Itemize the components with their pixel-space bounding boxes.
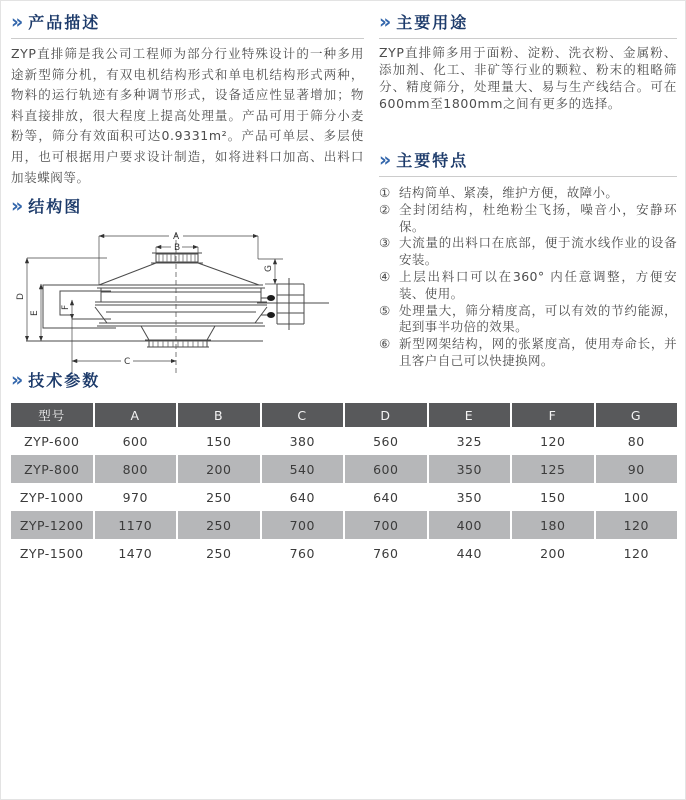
chevron-icon: »: [11, 194, 22, 217]
value-cell: 120: [540, 433, 566, 449]
value-cell: 90: [596, 455, 678, 483]
dim-label-G: G: [264, 265, 274, 273]
value-cell: 560: [373, 433, 399, 449]
value-cell: 1170: [95, 511, 177, 539]
tech-params-heading: [11, 365, 677, 396]
feature-text: 新型网架结构，网的张紧度高，使用寿命长，并且客户自己可以快捷换网。: [399, 336, 677, 368]
value-cell: 250: [206, 489, 232, 505]
section-features: [379, 145, 677, 370]
column-header: E: [429, 403, 511, 427]
section-title: 技术参数: [28, 371, 101, 390]
value-cell: 440: [456, 545, 482, 561]
product-description-text: ZYP直排筛是我公司工程师为部分行业特殊设计的一种多用途新型筛分机，有双电机结构形式和单电机结构形式两种，物料的运行轨迹有多种调节形式，设备适应性显著增加；物料直接排放，很大程度上提高处理量。产品可用于筛分小麦粉等，筛分有效面积可达0.9331m²。产品可单层、多层使用，也可根据用户要求设计制造，如将进料口加高、出料口加装蝶阀等。: [11, 46, 364, 185]
feature-item: [379, 235, 677, 269]
feature-text: 上层出料口可以在360° 内任意调整，方便安装、使用。: [399, 268, 677, 301]
structure-heading: [11, 191, 364, 222]
chevron-icon: »: [379, 10, 390, 33]
value-cell: 970: [122, 489, 148, 505]
section-title: 主要用途: [396, 13, 469, 32]
value-cell: 250: [178, 511, 260, 539]
value-cell: 180: [512, 511, 594, 539]
value-cell: 1470: [118, 545, 153, 561]
column-header: C: [262, 403, 344, 427]
dim-label-F: F: [61, 304, 71, 311]
section-main-use: [379, 7, 677, 112]
feature-number: ⑥: [379, 336, 391, 352]
chevron-icon: »: [11, 368, 22, 391]
section-product-description: [11, 7, 364, 188]
left-column: [11, 7, 364, 394]
dim-label-C: C: [124, 357, 131, 368]
table-row: [11, 483, 677, 511]
column-header: A: [95, 403, 177, 427]
value-cell: 600: [122, 433, 148, 449]
column-header: D: [345, 403, 427, 427]
feature-item: [379, 202, 677, 236]
value-cell: 760: [289, 545, 315, 561]
value-cell: 200: [540, 545, 566, 561]
section-title: 结构图: [28, 197, 83, 217]
section-title: 产品描述: [28, 13, 101, 32]
column-header: F: [512, 403, 594, 427]
dim-label-A: A: [173, 232, 180, 243]
section-tech-params: [11, 365, 677, 567]
feature-number: ②: [379, 201, 391, 217]
column-header: B: [178, 403, 260, 427]
column-header: 型号: [11, 403, 93, 427]
feature-number: ③: [379, 235, 391, 251]
value-cell: 350: [429, 455, 511, 483]
value-cell: 700: [345, 511, 427, 539]
section-title: 主要特点: [396, 151, 469, 170]
feature-item: [379, 269, 677, 303]
value-cell: 640: [289, 489, 315, 505]
dim-label-E: E: [30, 310, 40, 317]
value-cell: 700: [262, 511, 344, 539]
table-row: [11, 427, 677, 455]
product-description-heading: [11, 7, 364, 39]
model-cell: ZYP-600: [24, 433, 80, 449]
feature-text: 处理量大，筛分精度高，可以有效的节约能源，起到事半功倍的效果。: [399, 302, 677, 335]
dim-label-B: B: [174, 243, 181, 254]
value-cell: 120: [596, 511, 678, 539]
chevron-icon: »: [11, 10, 22, 33]
value-cell: 80: [627, 433, 645, 449]
value-cell: 800: [95, 455, 177, 483]
section-structure-diagram: [11, 191, 364, 394]
value-cell: 760: [373, 545, 399, 561]
table-row: [11, 539, 677, 567]
table-header: [11, 403, 677, 427]
table-row: [11, 511, 677, 539]
features-heading: [379, 145, 677, 177]
feature-text: 结构简单、紧凑，维护方便，故障小。: [399, 185, 619, 200]
chevron-icon: »: [379, 148, 390, 171]
value-cell: 250: [206, 545, 232, 561]
value-cell: 125: [512, 455, 594, 483]
value-cell: 640: [373, 489, 399, 505]
value-cell: 150: [540, 489, 566, 505]
value-cell: 150: [206, 433, 232, 449]
value-cell: 200: [178, 455, 260, 483]
table-body: [11, 427, 677, 567]
main-use-heading: [379, 7, 677, 39]
main-use-text: ZYP直排筛多用于面粉、淀粉、洗衣粉、金属粉、添加剂、化工、非矿等行业的颗粒、粉末的粗略筛分、精度筛分，处理量大、易与生产线结合。可在600mm至1800mm之间有更多的选择。: [379, 45, 677, 111]
model-cell: ZYP-1200: [11, 511, 93, 539]
dim-label-D: D: [16, 293, 26, 301]
right-column: [379, 7, 677, 370]
tech-params-table: [9, 403, 679, 567]
value-cell: 120: [623, 545, 649, 561]
value-cell: 540: [262, 455, 344, 483]
feature-item: [379, 185, 677, 202]
column-header: G: [596, 403, 678, 427]
value-cell: 600: [345, 455, 427, 483]
value-cell: 400: [429, 511, 511, 539]
value-cell: 325: [456, 433, 482, 449]
value-cell: 350: [456, 489, 482, 505]
feature-text: 全封闭结构，杜绝粉尘飞扬，噪音小，安静环保。: [399, 201, 677, 234]
model-cell: ZYP-800: [11, 455, 93, 483]
feature-number: ①: [379, 185, 391, 200]
feature-text: 大流量的出料口在底部，便于流水线作业的设备安装。: [399, 235, 677, 268]
feature-item: [379, 303, 677, 337]
value-cell: 100: [623, 489, 649, 505]
features-list: [379, 185, 677, 370]
model-cell: ZYP-1000: [19, 489, 84, 505]
value-cell: 380: [289, 433, 315, 449]
model-cell: ZYP-1500: [19, 545, 84, 561]
table-row: [11, 455, 677, 483]
feature-number: ⑤: [379, 302, 391, 318]
feature-number: ④: [379, 268, 391, 284]
